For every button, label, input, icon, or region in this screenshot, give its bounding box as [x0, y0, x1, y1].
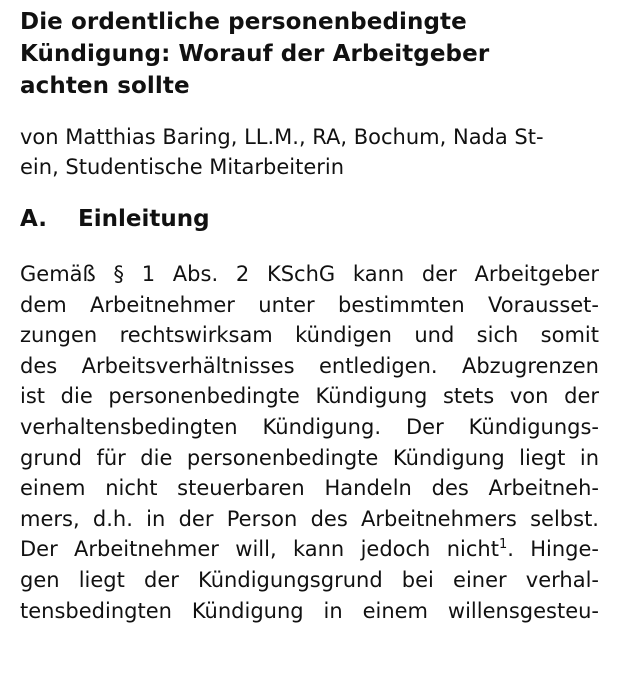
paragraph-line: des Arbeitsverhältnisses entledigen. Abzugrenzen — [20, 353, 599, 378]
footnote-reference[interactable]: 1 — [498, 537, 508, 553]
byline-line: von Matthias Baring, LL.M., RA, Bochum, Nada St- — [20, 125, 544, 149]
title-line: Kündigung: Worauf der Arbeitgeber — [20, 41, 490, 67]
section-title: Einleitung — [78, 206, 210, 232]
paragraph-line: zungen rechtswirksam kündigen und sich somit — [20, 323, 599, 348]
section-heading — [20, 202, 599, 236]
paragraph-line: gen liegt der Kündigungsgrund bei einer verhal- — [20, 567, 599, 592]
title-line: achten sollte — [20, 73, 190, 99]
paragraph-line: grund für die personenbedingte Kündigung liegt in — [20, 445, 599, 470]
paragraph-line: ist die personenbedingte Kündigung stets von der — [20, 384, 599, 409]
paragraph-line-text: Der Arbeitnehmer will, kann jedoch nicht — [20, 537, 499, 562]
body-paragraph — [20, 259, 599, 626]
paragraph-line: tensbedingten Kündigung in einem willensgesteu- — [20, 598, 599, 623]
paragraph-line-tail: . Hinge- — [507, 537, 599, 562]
paragraph-line: dem Arbeitnehmer unter bestimmten Vorausset- — [20, 292, 599, 317]
title-line: Die ordentliche personenbedingte — [20, 9, 467, 35]
paragraph-line: verhaltensbedingten Kündigung. Der Kündigungs- — [20, 414, 599, 439]
byline-line: ein, Studentische Mitarbeiterin — [20, 155, 345, 179]
article-page — [20, 6, 599, 626]
paragraph-line: mers, d.h. in der Person des Arbeitnehmers selbst. — [20, 506, 599, 531]
section-number: A. — [20, 206, 47, 232]
paragraph-line-with-footnote — [20, 534, 599, 565]
article-title — [20, 6, 599, 102]
paragraph-line: Gemäß § 1 Abs. 2 KSchG kann der Arbeitgeber — [20, 262, 599, 286]
paragraph-line: einem nicht steuerbaren Handeln des Arbeitneh- — [20, 476, 599, 501]
author-byline — [20, 122, 599, 182]
